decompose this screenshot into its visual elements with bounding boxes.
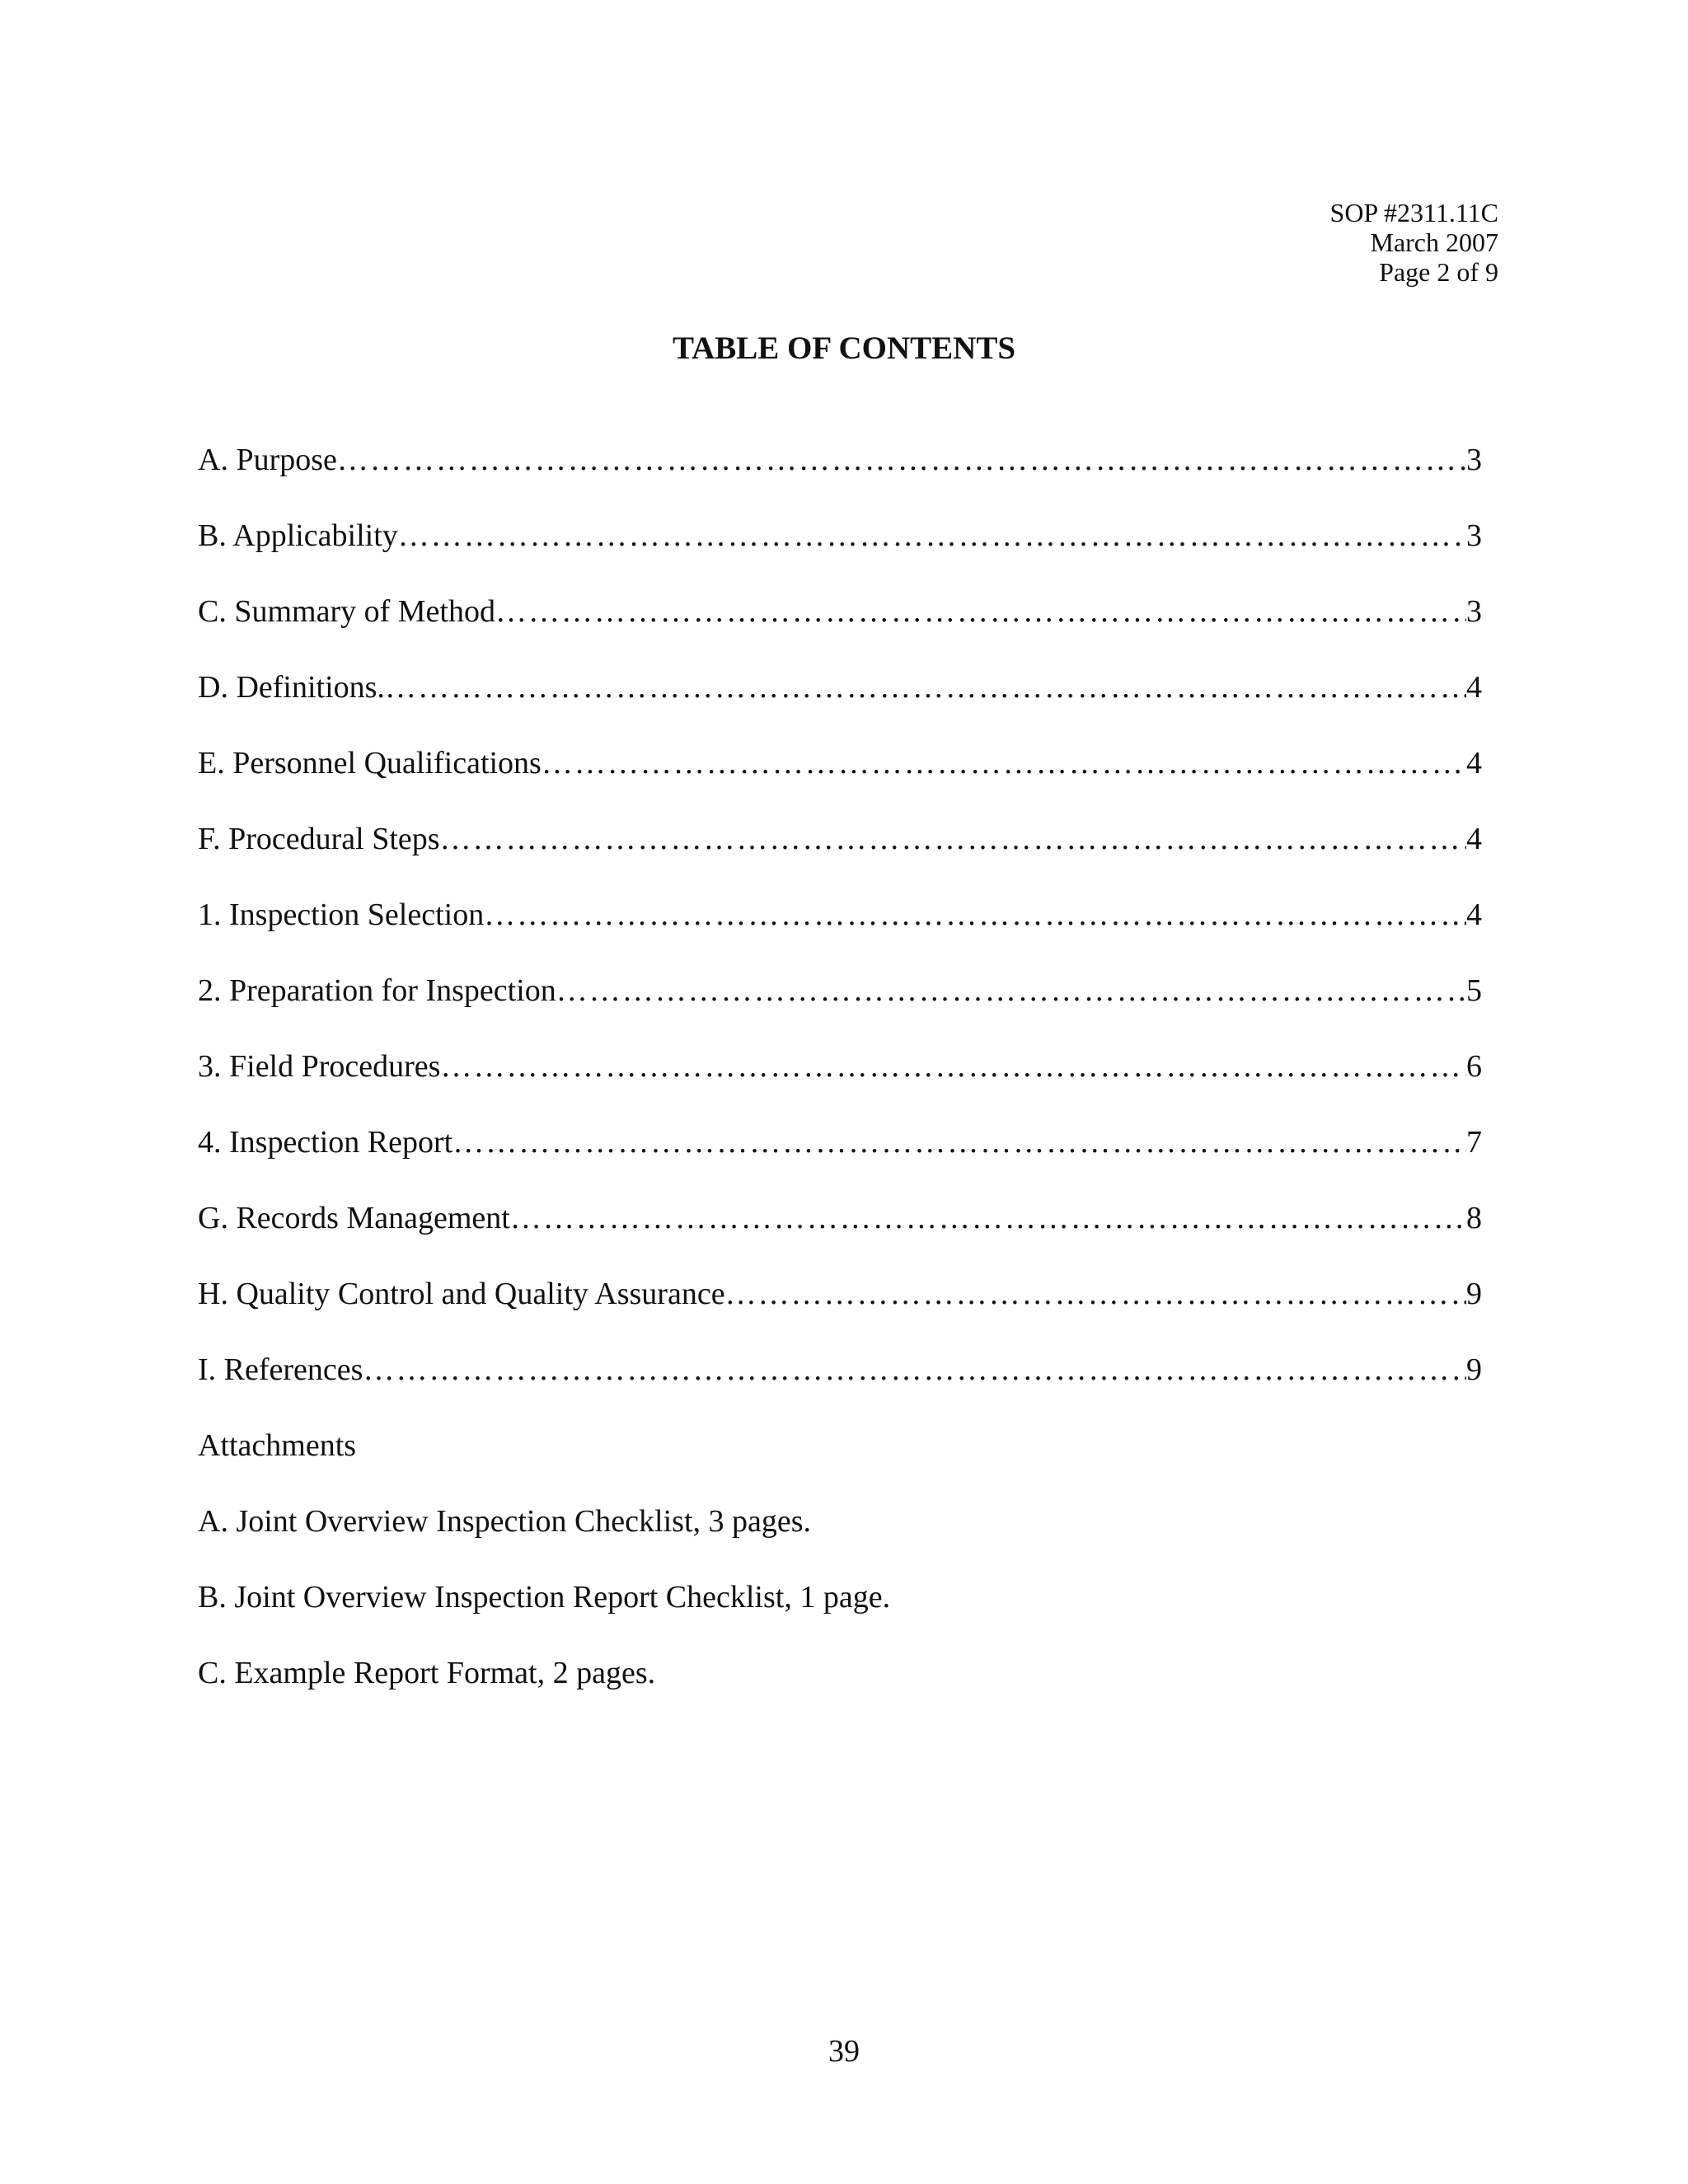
attachment-item: C. Example Report Format, 2 pages. <box>198 1656 656 1690</box>
toc-entry-page: 9 <box>1466 1277 1482 1311</box>
toc-entry-quality-control <box>198 1271 1482 1347</box>
toc-entry-label: A. Purpose <box>198 443 337 477</box>
dot-leader <box>725 1271 1466 1317</box>
toc-entry-applicability <box>198 513 1482 588</box>
toc-entry-label: I. References <box>198 1352 363 1387</box>
toc-entry-page: 3 <box>1466 443 1482 477</box>
toc-entry-page: 4 <box>1466 670 1482 705</box>
dot-leader <box>484 892 1466 938</box>
attachments-heading: Attachments <box>198 1428 357 1463</box>
document-date: March 2007 <box>1370 227 1498 257</box>
page-of-label: Page 2 of 9 <box>1379 257 1498 287</box>
dot-leader <box>542 740 1466 786</box>
toc-entry-definitions <box>198 664 1482 740</box>
page-title: TABLE OF CONTENTS <box>672 330 1016 366</box>
toc-entry-label: 2. Preparation for Inspection <box>198 973 556 1008</box>
toc-entry-label: E. Personnel Qualifications <box>198 746 542 780</box>
toc-entry-page: 3 <box>1466 594 1482 629</box>
toc-entry-inspection-report <box>198 1119 1482 1195</box>
toc-entry-page: 5 <box>1466 973 1482 1008</box>
toc-entry-field-procedures <box>198 1043 1482 1119</box>
toc-entry-page: 9 <box>1466 1352 1482 1387</box>
toc-entry-page: 8 <box>1466 1201 1482 1235</box>
toc-entry-label: C. Summary of Method <box>198 594 495 629</box>
dot-leader <box>363 1347 1466 1393</box>
dot-leader <box>510 1195 1466 1241</box>
toc-entry-label: B. Applicability <box>198 518 398 553</box>
toc-entry-page: 7 <box>1466 1125 1482 1160</box>
toc-entry-label: 4. Inspection Report <box>198 1125 453 1160</box>
dot-leader <box>337 437 1466 483</box>
dot-leader <box>556 968 1466 1014</box>
dot-leader <box>440 1043 1466 1090</box>
toc-entry-label: H. Quality Control and Quality Assurance <box>198 1277 725 1311</box>
dot-leader <box>440 816 1466 862</box>
toc-entry-preparation-for-inspection <box>198 968 1482 1043</box>
toc-entry-purpose <box>198 437 1482 513</box>
toc-entry-references <box>198 1347 1482 1422</box>
sop-number: SOP #2311.11C <box>1329 198 1498 227</box>
toc-entry-page: 4 <box>1466 746 1482 780</box>
dot-leader <box>385 664 1466 710</box>
toc-entry-procedural-steps <box>198 816 1482 892</box>
dot-leader <box>495 588 1466 635</box>
toc-entry-page: 4 <box>1466 898 1482 932</box>
toc-entry-label: 3. Field Procedures <box>198 1049 441 1084</box>
toc-entry-records-management <box>198 1195 1482 1271</box>
toc-entry-personnel-qualifications <box>198 740 1482 816</box>
toc-entry-label: 1. Inspection Selection <box>198 898 485 932</box>
toc-entry-label: G. Records Management <box>198 1201 510 1235</box>
toc-entry-inspection-selection <box>198 892 1482 968</box>
toc-entry-label: D. Definitions. <box>198 670 385 705</box>
attachment-item: A. Joint Overview Inspection Checklist, 3 pages. <box>198 1504 812 1539</box>
toc-list <box>198 437 1482 1422</box>
attachments-section <box>198 1422 1482 1726</box>
toc-entry-page: 4 <box>1466 822 1482 856</box>
dot-leader <box>452 1119 1466 1165</box>
attachment-item: B. Joint Overview Inspection Report Checklist, 1 page. <box>198 1580 891 1615</box>
dot-leader <box>398 513 1466 559</box>
toc-entry-page: 6 <box>1466 1049 1482 1084</box>
toc-entry-page: 3 <box>1466 518 1482 553</box>
toc-entry-label: F. Procedural Steps <box>198 822 440 856</box>
toc-entry-summary-of-method <box>198 588 1482 664</box>
page-number: 39 <box>828 2034 860 2069</box>
document-header <box>1330 198 1498 287</box>
